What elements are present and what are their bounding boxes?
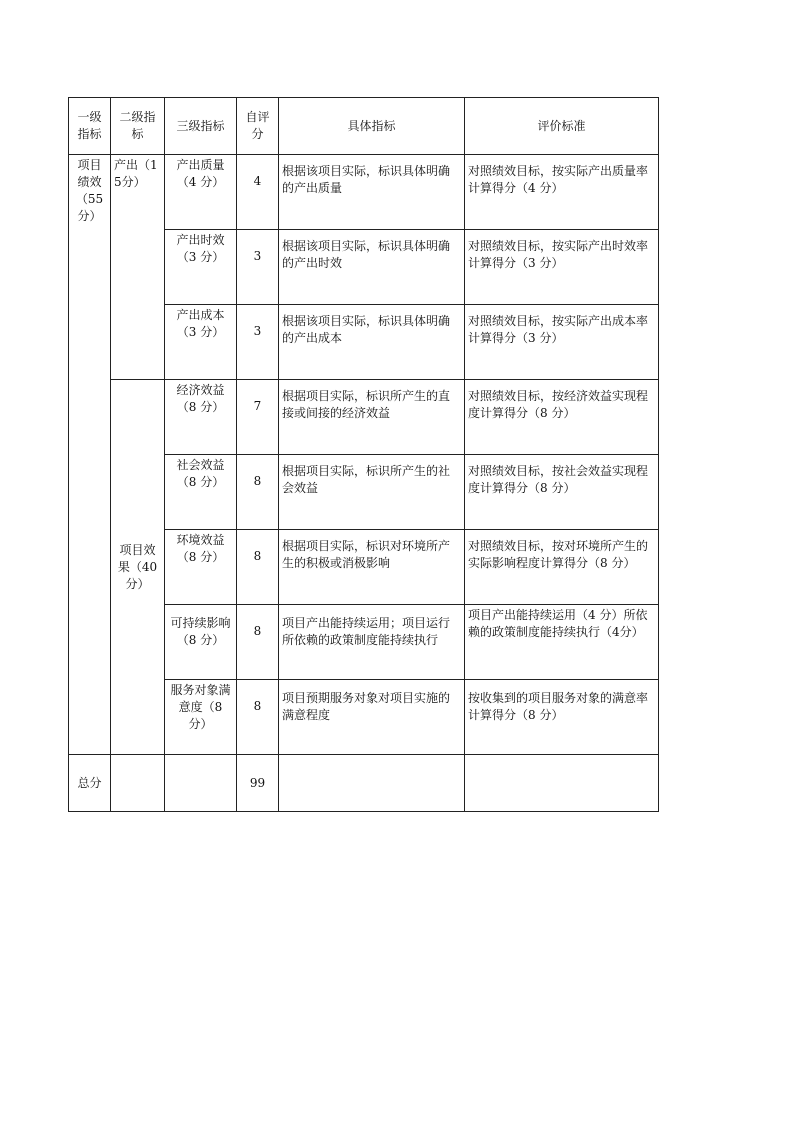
header-standard: 评价标准 xyxy=(465,98,659,155)
total-row xyxy=(69,755,659,812)
level3-cell: 可持续影响（8 分） xyxy=(165,605,237,680)
standard-cell: 对照绩效目标，按实际产出成本率计算得分（3 分） xyxy=(465,305,659,380)
total-label: 总分 xyxy=(69,755,111,812)
standard-cell: 对照绩效目标，按对环境所产生的实际影响程度计算得分（8 分） xyxy=(465,530,659,605)
score-cell: 3 xyxy=(237,230,279,305)
total-score: 99 xyxy=(237,755,279,812)
evaluation-table xyxy=(68,97,659,812)
empty-cell xyxy=(279,755,465,812)
standard-cell: 对照绩效目标，按实际产出质量率计算得分（4 分） xyxy=(465,155,659,230)
score-cell: 8 xyxy=(237,455,279,530)
empty-cell xyxy=(465,755,659,812)
indicator-cell: 根据项目实际，标识对环境所产生的积极或消极影响 xyxy=(279,530,465,605)
header-score: 自评分 xyxy=(237,98,279,155)
standard-cell: 对照绩效目标，按经济效益实现程度计算得分（8 分） xyxy=(465,380,659,455)
indicator-cell: 项目预期服务对象对项目实施的满意程度 xyxy=(279,680,465,755)
header-indicator: 具体指标 xyxy=(279,98,465,155)
score-cell: 3 xyxy=(237,305,279,380)
level2-effect-cell: 项目效果（40分） xyxy=(111,380,165,755)
level3-cell: 社会效益（8 分） xyxy=(165,455,237,530)
indicator-cell: 根据该项目实际，标识具体明确的产出时效 xyxy=(279,230,465,305)
standard-cell: 对照绩效目标，按实际产出时效率计算得分（3 分） xyxy=(465,230,659,305)
level3-cell: 服务对象满意度（8 分） xyxy=(165,680,237,755)
indicator-cell: 根据项目实际，标识所产生的社会效益 xyxy=(279,455,465,530)
level3-cell: 产出时效（3 分） xyxy=(165,230,237,305)
standard-cell: 项目产出能持续运用（4 分）所依赖的政策制度能持续执行（4分） xyxy=(465,605,659,680)
level1-cell: 项目绩效（55分） xyxy=(69,155,111,755)
header-level2: 二级指标 xyxy=(111,98,165,155)
standard-cell: 对照绩效目标，按社会效益实现程度计算得分（8 分） xyxy=(465,455,659,530)
score-cell: 4 xyxy=(237,155,279,230)
level3-cell: 环境效益（8 分） xyxy=(165,530,237,605)
standard-cell: 按收集到的项目服务对象的满意率计算得分（8 分） xyxy=(465,680,659,755)
level2-output-cell: 产出（15分） xyxy=(111,155,165,380)
indicator-cell: 根据该项目实际，标识具体明确的产出成本 xyxy=(279,305,465,380)
table-row xyxy=(69,155,659,230)
level3-cell: 产出质量（4 分） xyxy=(165,155,237,230)
table-row xyxy=(69,380,659,455)
level3-cell: 经济效益（8 分） xyxy=(165,380,237,455)
score-cell: 8 xyxy=(237,680,279,755)
score-cell: 8 xyxy=(237,530,279,605)
header-level3: 三级指标 xyxy=(165,98,237,155)
indicator-cell: 项目产出能持续运用；项目运行所依赖的政策制度能持续执行 xyxy=(279,605,465,680)
score-cell: 8 xyxy=(237,605,279,680)
header-row xyxy=(69,98,659,155)
empty-cell xyxy=(165,755,237,812)
level3-cell: 产出成本（3 分） xyxy=(165,305,237,380)
empty-cell xyxy=(111,755,165,812)
header-level1: 一级指标 xyxy=(69,98,111,155)
indicator-cell: 根据项目实际，标识所产生的直接或间接的经济效益 xyxy=(279,380,465,455)
indicator-cell: 根据该项目实际，标识具体明确的产出质量 xyxy=(279,155,465,230)
score-cell: 7 xyxy=(237,380,279,455)
